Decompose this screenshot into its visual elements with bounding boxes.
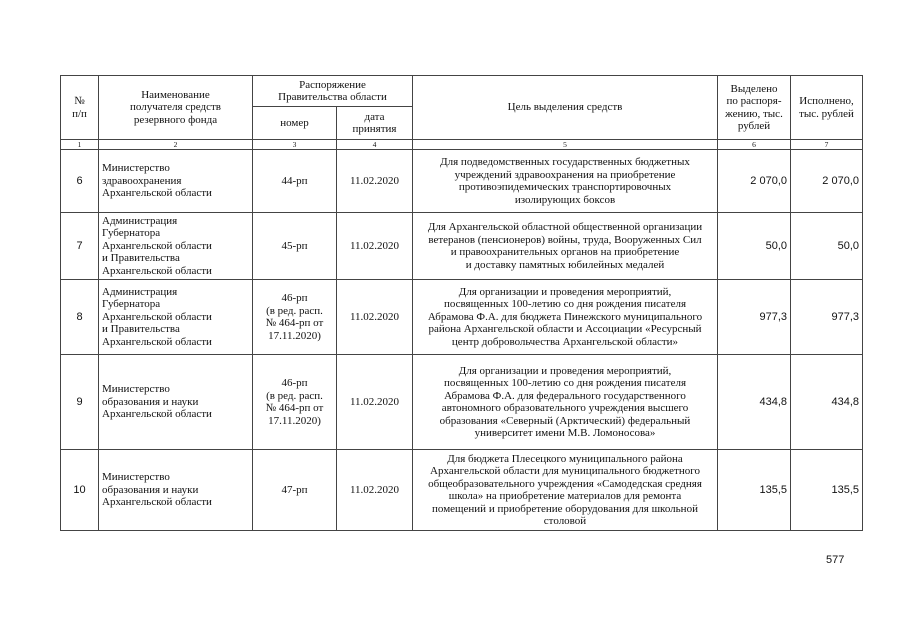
table-row: [61, 355, 863, 450]
executed-amount: 50,0: [791, 213, 863, 280]
column-number: 2: [99, 140, 253, 150]
header-recipient: Наименование получателя средств резервного фонда: [99, 76, 253, 140]
row-number: 8: [61, 280, 99, 355]
order-number-cell: 44-рп: [253, 150, 337, 213]
page-number: 577: [826, 554, 845, 566]
column-number-row: [61, 140, 863, 150]
column-number: 3: [253, 140, 337, 150]
allocated-amount: 434,8: [718, 355, 791, 450]
purpose-cell: Для Архангельской областной общественной организации ветеранов (пенсионеров) войны, труда, Вооруженных Сил и правоохранительных органов на приобретение и доставку памятных юбилейных медалей: [413, 213, 718, 280]
header-allocated: Выделено по распоря- жению, тыс. рублей: [718, 76, 791, 140]
purpose-cell: Для подведомственных государственных бюджетных учреждений здравоохранения на приобретение противоэпидемических транспортировочных изолирующих боксов: [413, 150, 718, 213]
header-order-date: дата принятия: [337, 107, 413, 140]
executed-amount: 434,8: [791, 355, 863, 450]
column-number: 7: [791, 140, 863, 150]
executed-amount: 135,5: [791, 450, 863, 531]
header-executed: Исполнено, тыс. рублей: [791, 76, 863, 140]
table-row: [61, 213, 863, 280]
recipient-cell: Министерство здравоохранения Архангельской области: [99, 150, 253, 213]
column-number: 6: [718, 140, 791, 150]
row-number: 6: [61, 150, 99, 213]
order-number-cell: 47-рп: [253, 450, 337, 531]
recipient-cell: Администрация Губернатора Архангельской области и Правительства Архангельской области: [99, 280, 253, 355]
allocated-amount: 977,3: [718, 280, 791, 355]
recipient-cell: Министерство образования и науки Архангельской области: [99, 450, 253, 531]
order-date-cell: 11.02.2020: [337, 150, 413, 213]
column-number: 1: [61, 140, 99, 150]
purpose-cell: Для организации и проведения мероприятий, посвященных 100-летию со дня рождения писателя Абрамова Ф.А. для федерального государственного автономного образовательного учреждения высшего образования «Северный (Арктический) федеральный университет имени М.В. Ломоносова»: [413, 355, 718, 450]
row-number: 10: [61, 450, 99, 531]
row-number: 9: [61, 355, 99, 450]
order-number-cell: 46-рп (в ред. расп. № 464-рп от 17.11.2020): [253, 355, 337, 450]
table-row: [61, 450, 863, 531]
header-purpose: Цель выделения средств: [413, 76, 718, 140]
row-number: 7: [61, 213, 99, 280]
recipient-cell: Администрация Губернатора Архангельской области и Правительства Архангельской области: [99, 213, 253, 280]
order-date-cell: 11.02.2020: [337, 355, 413, 450]
header-num: № п/п: [61, 76, 99, 140]
table-row: [61, 150, 863, 213]
order-number-cell: 46-рп (в ред. расп. № 464-рп от 17.11.2020): [253, 280, 337, 355]
column-number: 4: [337, 140, 413, 150]
allocated-amount: 135,5: [718, 450, 791, 531]
executed-amount: 2 070,0: [791, 150, 863, 213]
order-number-cell: 45-рп: [253, 213, 337, 280]
header-order-number: номер: [253, 107, 337, 140]
purpose-cell: Для организации и проведения мероприятий, посвященных 100-летию со дня рождения писателя Абрамова Ф.А. для бюджета Пинежского муниципального района Архангельской области и Ассоциации «Ресурсный центр добровольчества Архангельской области»: [413, 280, 718, 355]
order-date-cell: 11.02.2020: [337, 280, 413, 355]
recipient-cell: Министерство образования и науки Архангельской области: [99, 355, 253, 450]
column-number: 5: [413, 140, 718, 150]
reserve-fund-table: [60, 75, 863, 531]
purpose-cell: Для бюджета Плесецкого муниципального района Архангельской области для муниципального бюджетного общеобразовательного учреждения «Самодедская средняя школа» на приобретение материалов для ремонта помещений и приобретение оборудования для школьной столовой: [413, 450, 718, 531]
order-date-cell: 11.02.2020: [337, 450, 413, 531]
allocated-amount: 50,0: [718, 213, 791, 280]
executed-amount: 977,3: [791, 280, 863, 355]
table-row: [61, 280, 863, 355]
allocated-amount: 2 070,0: [718, 150, 791, 213]
order-date-cell: 11.02.2020: [337, 213, 413, 280]
header-order-group: Распоряжение Правительства области: [253, 76, 413, 107]
